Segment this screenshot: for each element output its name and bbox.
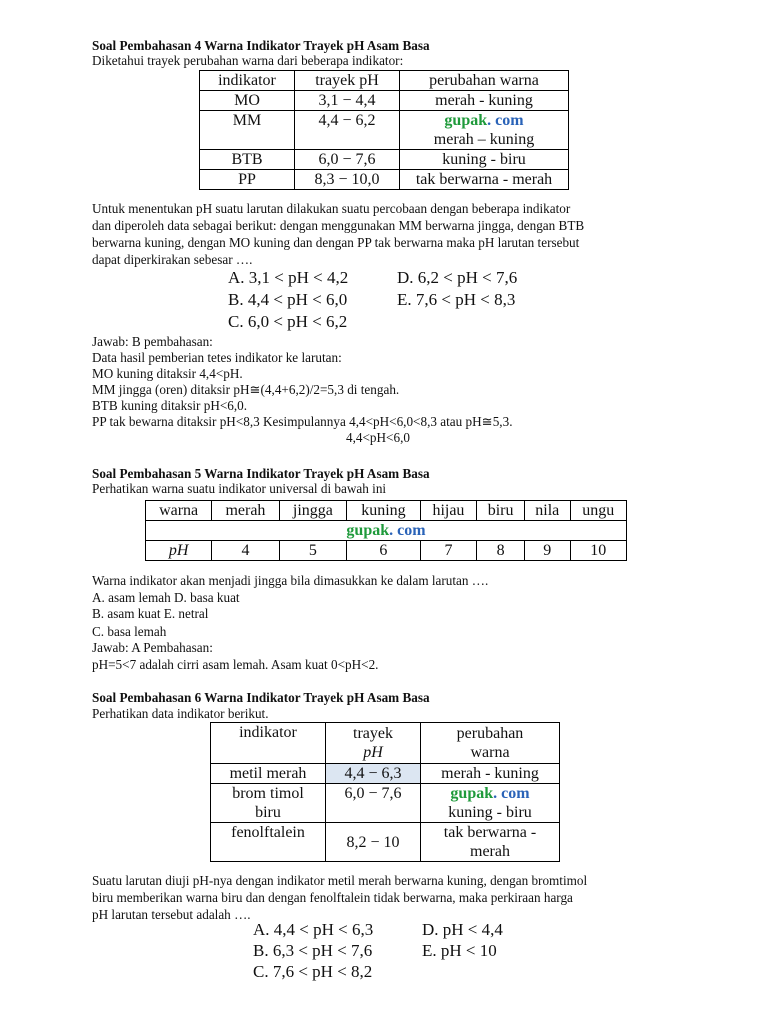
s6-cell-ind: fenolftalein (211, 823, 326, 862)
s4-question-line: berwarna kuning, dengan MO kuning dan dengan PP tak berwarna maka pH larutan tersebut (92, 235, 580, 250)
s5-ph-cell: 10 (570, 541, 627, 561)
watermark: gupak (450, 785, 494, 802)
s6-cell-warna (421, 823, 560, 862)
s5-color-cell: jingga (279, 501, 346, 521)
s5-color-cell: warna (146, 501, 212, 521)
s6-question-line: pH larutan tersebut adalah …. (92, 907, 251, 922)
s4-option-a: A. 3,1 < pH < 4,2 (228, 268, 349, 287)
s5-color-cell: kuning (347, 501, 421, 521)
s6-header-trayek (326, 723, 421, 764)
s6-title: Soal Pembahasan 6 Warna Indikator Trayek pH Asam Basa (92, 690, 430, 705)
s6-cell-ph: 4,4 − 6,3 (326, 764, 421, 784)
s6-cell-warna (421, 784, 560, 823)
s4-header-trayek: trayek pH (295, 71, 400, 91)
s4-question-line: Untuk menentukan pH suatu larutan dilakukan suatu percobaan dengan beberapa indikator (92, 201, 571, 216)
s4-answer-line: MO kuning ditaksir 4,4<pH. (92, 366, 243, 381)
s4-cell-warna: kuning - biru (400, 150, 569, 170)
s6-cell-warna-line: tak berwarna - (443, 824, 537, 841)
s6-cell-warna: merah - kuning (421, 764, 560, 784)
s4-cell-warna: tak berwarna - merah (400, 170, 569, 190)
s6-header-warna-line: warna (470, 744, 510, 761)
s6-cell-ph: 8,2 − 10 (326, 823, 421, 862)
s6-header-indikator: indikator (211, 723, 326, 764)
s4-answer-line: PP tak bewarna ditaksir pH<8,3 Kesimpulannya 4,4<pH<6,0<8,3 atau pH≅5,3. (92, 414, 513, 429)
s6-indicator-table (210, 722, 560, 862)
watermark: gupak (346, 522, 390, 539)
s4-indicator-table (199, 70, 569, 190)
s6-cell-warna-line: merah (470, 843, 510, 860)
s4-question-line: dan diperoleh data sebagai berikut: dengan menggunakan MM berwarna jingga, dengan BTB (92, 218, 585, 233)
s4-option-d: D. 6,2 < pH < 7,6 (397, 268, 518, 287)
s6-option-a: A. 4,4 < pH < 6,3 (253, 920, 374, 939)
watermark: gupak (444, 112, 488, 129)
s4-option-e: E. 7,6 < pH < 8,3 (397, 290, 516, 309)
s4-cell-warna: merah – kuning (433, 131, 535, 148)
s5-color-cell: nila (525, 501, 570, 521)
s4-header-warna: perubahan warna (400, 71, 569, 91)
s5-color-cell: merah (212, 501, 279, 521)
watermark-suffix: . com (487, 112, 524, 129)
s5-color-cell: hijau (420, 501, 476, 521)
watermark-suffix: . com (493, 785, 530, 802)
s5-intro: Perhatikan warna suatu indikator universal di bawah ini (92, 481, 387, 496)
s4-cell-ind: MO (200, 91, 295, 111)
s5-ph-cell: 9 (525, 541, 570, 561)
s5-question: Warna indikator akan menjadi jingga bila dimasukkan ke dalam larutan …. (92, 573, 489, 588)
s6-header-trayek-line: trayek (353, 725, 393, 742)
s4-answer-line: 4,4<pH<6,0 (346, 430, 410, 445)
s4-option-b: B. 4,4 < pH < 6,0 (228, 290, 348, 309)
s4-cell-ind: MM (200, 111, 295, 150)
s5-answer-line: Jawab: A Pembahasan: (92, 640, 213, 655)
s4-cell-warna: merah - kuning (400, 91, 569, 111)
s6-header-warna-line: perubahan (456, 725, 524, 742)
s4-question-line: dapat diperkirakan sebesar …. (92, 252, 253, 267)
s4-cell-ph: 8,3 − 10,0 (295, 170, 400, 190)
s4-answer-line: MM jingga (oren) ditaksir pH≅(4,4+6,2)/2=5,3 di tengah. (92, 382, 400, 397)
s4-header-indikator: indikator (200, 71, 295, 91)
s4-cell-ph: 6,0 − 7,6 (295, 150, 400, 170)
s5-color-cell: biru (477, 501, 525, 521)
s4-cell-ind: BTB (200, 150, 295, 170)
s5-option-line: A. asam lemah D. basa kuat (92, 590, 240, 605)
s6-cell-ind: metil merah (211, 764, 326, 784)
s5-ph-cell: 8 (477, 541, 525, 561)
s6-option-d: D. pH < 4,4 (422, 920, 503, 939)
s5-ph-cell: 4 (212, 541, 279, 561)
s4-title: Soal Pembahasan 4 Warna Indikator Trayek pH Asam Basa (92, 38, 430, 53)
s6-cell-ind (211, 784, 326, 823)
s6-header-ph: pH (363, 744, 383, 761)
s5-option-line: C. basa lemah (92, 624, 167, 639)
s6-cell-ph: 6,0 − 7,6 (326, 784, 421, 823)
s4-answer-line: Jawab: B pembahasan: (92, 334, 213, 349)
s6-question-line: biru memberikan warna biru dan dengan fenolftalein tidak berwarna, maka perkiraan harga (92, 890, 573, 905)
s6-cell-ind-line: brom timol (232, 785, 304, 802)
s6-option-b: B. 6,3 < pH < 7,6 (253, 941, 373, 960)
s5-title: Soal Pembahasan 5 Warna Indikator Trayek pH Asam Basa (92, 466, 430, 481)
watermark-suffix: . com (389, 522, 426, 539)
s6-cell-ind-line: biru (255, 804, 281, 821)
s4-cell-ph: 3,1 − 4,4 (295, 91, 400, 111)
s5-answer-line: pH=5<7 adalah cirri asam lemah. Asam kuat 0<pH<2. (92, 657, 379, 672)
s4-cell-ph: 4,4 − 6,2 (295, 111, 400, 150)
s4-answer-line: BTB kuning ditaksir pH<6,0. (92, 398, 248, 413)
s5-option-line: B. asam kuat E. netral (92, 606, 209, 621)
s6-intro: Perhatikan data indikator berikut. (92, 706, 269, 721)
s4-cell-ind: PP (200, 170, 295, 190)
s6-question-line: Suatu larutan diuji pH-nya dengan indikator metil merah berwarna kuning, dengan bromtimol (92, 873, 588, 888)
s4-intro: Diketahui trayek perubahan warna dari beberapa indikator: (92, 53, 404, 68)
s4-cell-warna-mm (400, 111, 569, 150)
s5-ph-cell: 5 (279, 541, 346, 561)
s4-answer-line: Data hasil pemberian tetes indikator ke larutan: (92, 350, 342, 365)
s6-header-warna (421, 723, 560, 764)
s5-watermark-row (146, 521, 627, 541)
s5-ph-cell: 7 (420, 541, 476, 561)
s6-cell-warna-line: kuning - biru (448, 804, 532, 821)
s5-ph-cell: 6 (347, 541, 421, 561)
s5-universal-indicator-table (145, 500, 627, 561)
s6-option-e: E. pH < 10 (422, 941, 497, 960)
s5-color-cell: ungu (570, 501, 627, 521)
s4-option-c: C. 6,0 < pH < 6,2 (228, 312, 348, 331)
s6-option-c: C. 7,6 < pH < 8,2 (253, 962, 373, 981)
s5-ph-cell: pH (146, 541, 212, 561)
